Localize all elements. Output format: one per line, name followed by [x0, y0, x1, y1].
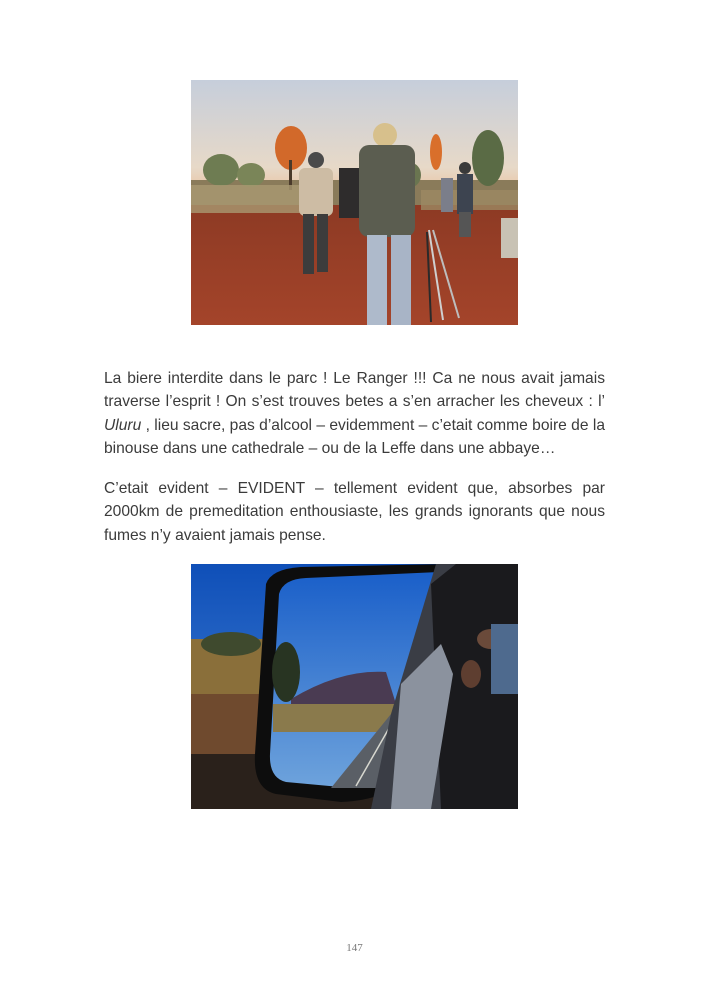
paragraph1-text: La biere interdite dans le parc ! Le Ranger !!! Ca ne nous avait jamais traverse l’esprit ! On s’est trouves betes a s’en arracher les cheveux : l’	[104, 370, 605, 411]
page-number: 147	[346, 942, 363, 954]
paragraph-evident: C’etait evident – EVIDENT – tellement evident que, absorbes par 2000km de premeditation enthousiaste, les grands ignorants que nous fumes n’y avaient jamais pense.	[104, 480, 605, 544]
photo-side-mirror-road	[191, 564, 518, 809]
photo-side-mirror-svg	[191, 564, 518, 809]
photo-people-walking-at-dusk	[191, 80, 518, 325]
photo-people-walking-svg	[191, 80, 518, 325]
paragraph1-italic-uluru: Uluru	[104, 416, 142, 434]
paragraph1-text-end: , lieu sacre, pas d’alcool – evidemment – c’etait comme boire de la binouse dans une cathedrale – ou de la Leffe dans une abbaye…	[104, 416, 605, 458]
paragraph-beer-forbidden	[104, 367, 605, 461]
